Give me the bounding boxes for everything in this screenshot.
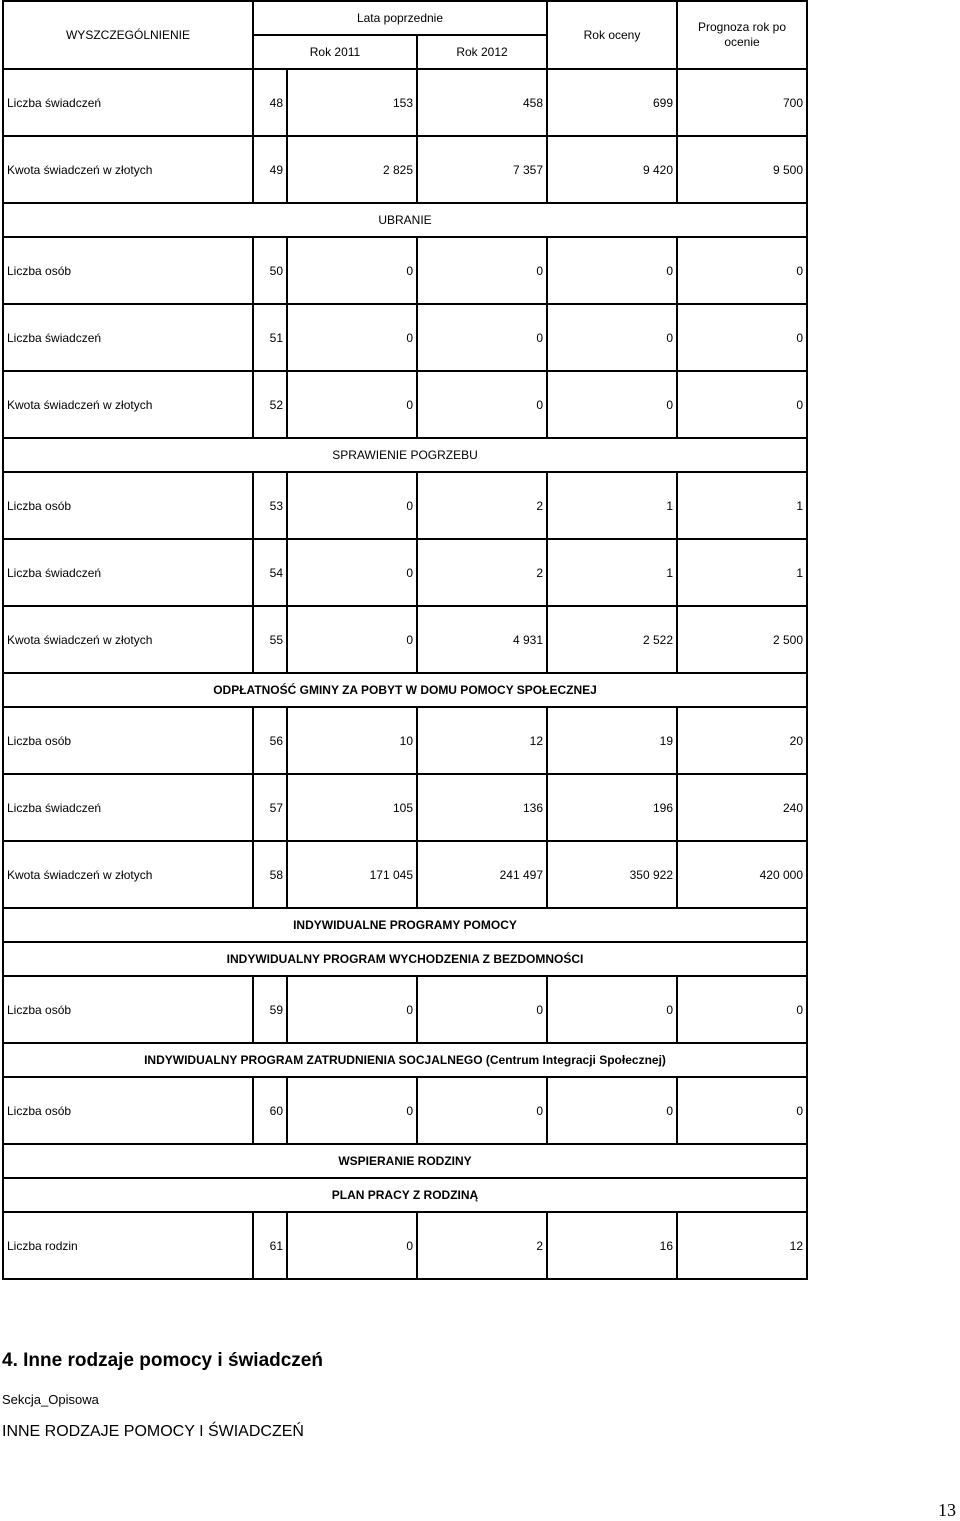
value-2011: 153 (287, 69, 417, 136)
value-assessment-year: 1 (547, 472, 677, 539)
table-row (3, 976, 807, 1043)
row-label: Kwota świadczeń w złotych (3, 841, 253, 908)
value-forecast: 20 (677, 707, 807, 774)
value-2012: 458 (417, 69, 547, 136)
table-row (3, 539, 807, 606)
value-2012: 4 931 (417, 606, 547, 673)
row-label: Liczba osób (3, 472, 253, 539)
row-label: Kwota świadczeń w złotych (3, 136, 253, 203)
value-assessment-year: 699 (547, 69, 677, 136)
value-forecast: 240 (677, 774, 807, 841)
page-number: 13 (938, 1500, 956, 1520)
value-2011: 0 (287, 976, 417, 1043)
value-2012: 0 (417, 237, 547, 304)
row-label: Liczba osób (3, 707, 253, 774)
table-row (3, 472, 807, 539)
value-2011: 0 (287, 539, 417, 606)
value-forecast: 700 (677, 69, 807, 136)
section-row (3, 1043, 807, 1077)
row-number: 48 (253, 69, 287, 136)
section-tag: Sekcja_Opisowa (2, 1392, 99, 1407)
table-row (3, 304, 807, 371)
value-assessment-year: 0 (547, 304, 677, 371)
row-number: 50 (253, 237, 287, 304)
header-previous-years: Lata poprzednie (253, 1, 547, 35)
table-row (3, 371, 807, 438)
value-2012: 0 (417, 371, 547, 438)
value-assessment-year: 2 522 (547, 606, 677, 673)
value-2012: 0 (417, 1077, 547, 1144)
section-row (3, 908, 807, 942)
header-year-2012: Rok 2012 (417, 35, 547, 69)
section-title: 4. Inne rodzaje pomocy i świadczeń (2, 1350, 323, 1371)
value-assessment-year: 9 420 (547, 136, 677, 203)
row-number: 52 (253, 371, 287, 438)
section-heading: ODPŁATNOŚĆ GMINY ZA POBYT W DOMU POMOCY SPOŁECZNEJ (3, 673, 807, 707)
value-assessment-year: 350 922 (547, 841, 677, 908)
section-heading: INDYWIDUALNY PROGRAM WYCHODZENIA Z BEZDOMNOŚCI (3, 942, 807, 976)
row-label: Liczba świadczeń (3, 69, 253, 136)
value-2011: 0 (287, 371, 417, 438)
row-label: Kwota świadczeń w złotych (3, 371, 253, 438)
value-forecast: 0 (677, 371, 807, 438)
row-label: Liczba świadczeń (3, 539, 253, 606)
value-forecast: 0 (677, 237, 807, 304)
row-label: Liczba świadczeń (3, 774, 253, 841)
row-label: Liczba osób (3, 1077, 253, 1144)
value-2011: 2 825 (287, 136, 417, 203)
value-forecast: 0 (677, 1077, 807, 1144)
row-label: Liczba świadczeń (3, 304, 253, 371)
row-label: Liczba osób (3, 237, 253, 304)
value-2011: 10 (287, 707, 417, 774)
table-row (3, 69, 807, 136)
header-assessment-year: Rok oceny (547, 1, 677, 69)
value-forecast: 0 (677, 304, 807, 371)
section-heading: INDYWIDUALNE PROGRAMY POMOCY (3, 908, 807, 942)
value-forecast: 0 (677, 976, 807, 1043)
value-assessment-year: 0 (547, 371, 677, 438)
row-label: Liczba osób (3, 976, 253, 1043)
header-year-2011: Rok 2011 (253, 35, 417, 69)
row-label: Liczba rodzin (3, 1212, 253, 1279)
value-2011: 105 (287, 774, 417, 841)
value-forecast: 9 500 (677, 136, 807, 203)
table-row (3, 1077, 807, 1144)
table-row (3, 136, 807, 203)
table-row (3, 1212, 807, 1279)
value-assessment-year: 0 (547, 237, 677, 304)
table-row (3, 707, 807, 774)
section-heading: SPRAWIENIE POGRZEBU (3, 438, 807, 472)
value-2012: 7 357 (417, 136, 547, 203)
value-2011: 0 (287, 1212, 417, 1279)
value-2012: 2 (417, 472, 547, 539)
row-number: 60 (253, 1077, 287, 1144)
section-heading: WSPIERANIE RODZINY (3, 1144, 807, 1178)
section-row (3, 438, 807, 472)
row-number: 59 (253, 976, 287, 1043)
value-forecast: 1 (677, 539, 807, 606)
value-2011: 0 (287, 472, 417, 539)
section-heading: INDYWIDUALNY PROGRAM ZATRUDNIENIA SOCJALNEGO (Centrum Integracji Społecznej) (3, 1043, 807, 1077)
section-row (3, 203, 807, 237)
section-row (3, 942, 807, 976)
header-description: WYSZCZEGÓLNIENIE (3, 1, 253, 69)
table-row (3, 774, 807, 841)
value-assessment-year: 16 (547, 1212, 677, 1279)
value-2012: 2 (417, 539, 547, 606)
table-row (3, 237, 807, 304)
value-2012: 0 (417, 976, 547, 1043)
section-row (3, 1144, 807, 1178)
value-2012: 136 (417, 774, 547, 841)
row-number: 61 (253, 1212, 287, 1279)
row-number: 55 (253, 606, 287, 673)
section-row (3, 1178, 807, 1212)
header-forecast: Prognoza rok po ocenie (677, 1, 807, 69)
value-2011: 0 (287, 606, 417, 673)
value-forecast: 2 500 (677, 606, 807, 673)
row-number: 49 (253, 136, 287, 203)
row-number: 56 (253, 707, 287, 774)
value-2011: 0 (287, 1077, 417, 1144)
value-2011: 171 045 (287, 841, 417, 908)
row-number: 54 (253, 539, 287, 606)
table-row (3, 606, 807, 673)
value-assessment-year: 0 (547, 1077, 677, 1144)
section-row (3, 673, 807, 707)
value-2012: 2 (417, 1212, 547, 1279)
row-number: 53 (253, 472, 287, 539)
row-number: 51 (253, 304, 287, 371)
section-subtitle: INNE RODZAJE POMOCY I ŚWIADCZEŃ (2, 1423, 304, 1440)
value-2011: 0 (287, 304, 417, 371)
value-2012: 241 497 (417, 841, 547, 908)
value-2012: 0 (417, 304, 547, 371)
section-heading: PLAN PRACY Z RODZINĄ (3, 1178, 807, 1212)
value-assessment-year: 19 (547, 707, 677, 774)
value-assessment-year: 1 (547, 539, 677, 606)
section-heading: UBRANIE (3, 203, 807, 237)
row-number: 57 (253, 774, 287, 841)
row-number: 58 (253, 841, 287, 908)
table-row (3, 841, 807, 908)
value-2012: 12 (417, 707, 547, 774)
row-label: Kwota świadczeń w złotych (3, 606, 253, 673)
value-forecast: 12 (677, 1212, 807, 1279)
report-table (2, 0, 808, 1280)
value-2011: 0 (287, 237, 417, 304)
value-forecast: 1 (677, 472, 807, 539)
value-assessment-year: 196 (547, 774, 677, 841)
value-assessment-year: 0 (547, 976, 677, 1043)
value-forecast: 420 000 (677, 841, 807, 908)
